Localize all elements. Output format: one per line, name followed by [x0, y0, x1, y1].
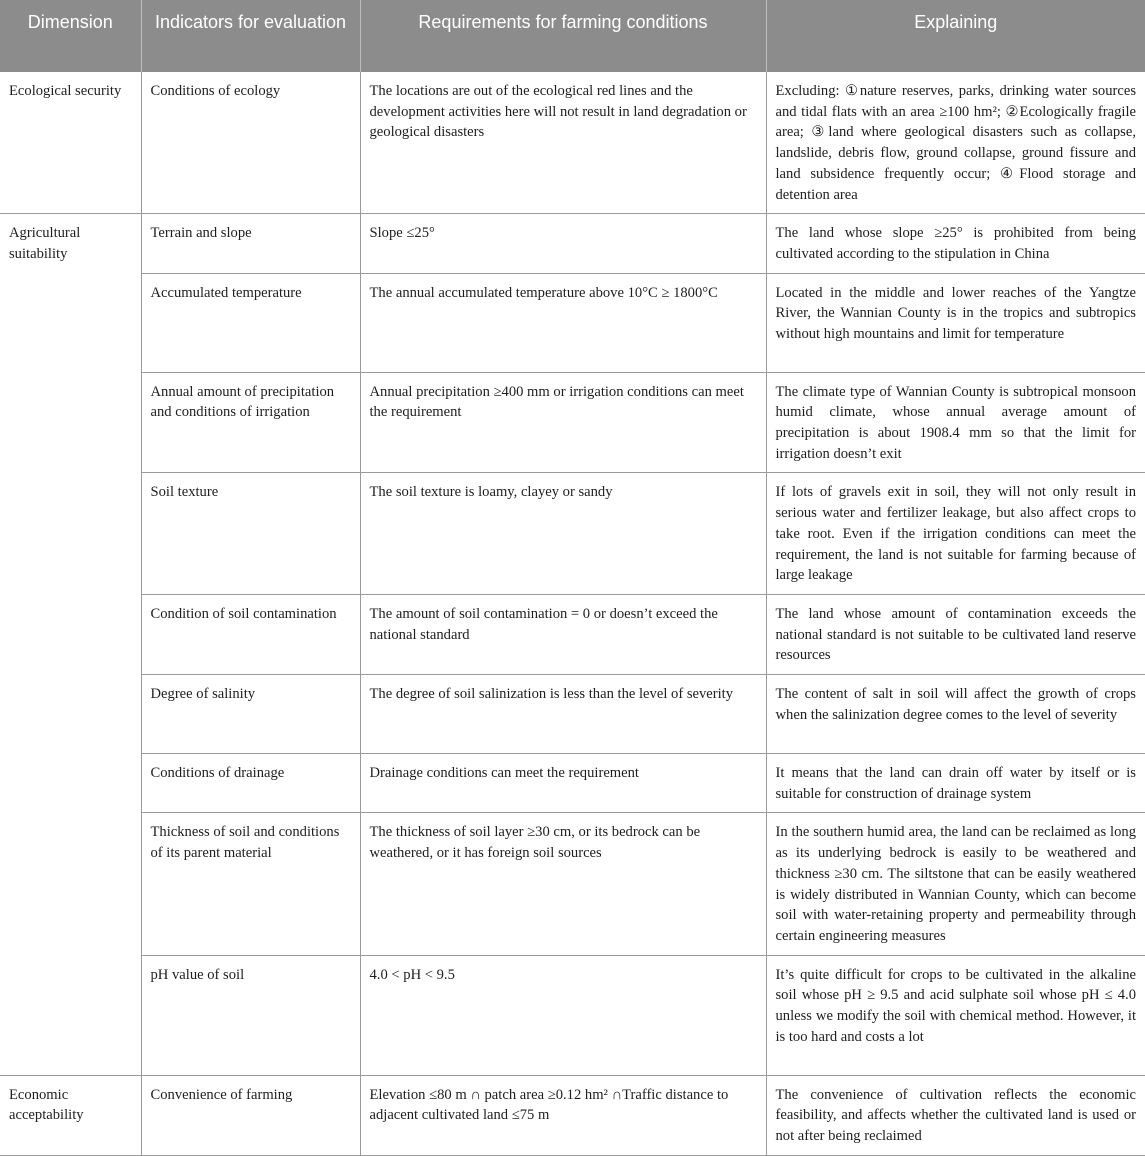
table-row	[0, 72, 1145, 214]
dimension-cell: Economic acceptability	[0, 1075, 141, 1155]
table-body	[0, 72, 1145, 1155]
explaining-cell: In the southern humid area, the land can be reclaimed as long as its underlying bedrock is easily to be weathered and thickness ≥30 cm. The siltstone that can be easily weathered is widely distributed in Wannian County, which can become soil with water-retaining property and permeability through certain engineering measures	[766, 813, 1145, 955]
requirement-cell: The degree of soil salinization is less than the level of severity	[360, 675, 766, 754]
table-row	[0, 473, 1145, 595]
header-requirements	[360, 0, 766, 72]
requirement-cell: The thickness of soil layer ≥30 cm, or its bedrock can be weathered, or it has foreign soil sources	[360, 813, 766, 955]
requirement-cell: 4.0 < pH < 9.5	[360, 955, 766, 1075]
table-row	[0, 955, 1145, 1075]
explaining-cell: The land whose slope ≥25° is prohibited from being cultivated according to the stipulation in China	[766, 214, 1145, 273]
header-requirements-label: Requirements for farming conditions	[418, 12, 708, 32]
requirement-cell: The amount of soil contamination = 0 or doesn’t exceed the national standard	[360, 594, 766, 674]
indicator-cell: Conditions of drainage	[141, 754, 360, 813]
indicator-cell: Thickness of soil and conditions of its parent material	[141, 813, 360, 955]
requirement-cell: The soil texture is loamy, clayey or sandy	[360, 473, 766, 595]
explaining-cell: The climate type of Wannian County is subtropical monsoon humid climate, whose annual average amount of precipitation is about 1908.4 mm so that the limit for irrigation doesn’t exit	[766, 372, 1145, 473]
indicator-cell: Annual amount of precipitation and conditions of irrigation	[141, 372, 360, 473]
header-row	[0, 0, 1145, 72]
requirement-cell: Slope ≤25°	[360, 214, 766, 273]
indicator-cell: Soil texture	[141, 473, 360, 595]
indicator-cell: Degree of salinity	[141, 675, 360, 754]
header-indicators	[141, 0, 360, 72]
table-row	[0, 372, 1145, 473]
indicator-cell: Conditions of ecology	[141, 72, 360, 214]
table-row	[0, 813, 1145, 955]
explaining-cell: It’s quite difficult for crops to be cultivated in the alkaline soil whose pH ≥ 9.5 and acid sulphate soil whose pH ≤ 4.0 unless we modify the soil with chemical method. However, it is too hard and costs a lot	[766, 955, 1145, 1075]
explaining-cell: The content of salt in soil will affect the growth of crops when the salinization degree comes to the level of severity	[766, 675, 1145, 754]
table-row	[0, 1075, 1145, 1155]
requirement-cell: The annual accumulated temperature above 10°C ≥ 1800°C	[360, 273, 766, 372]
table-row	[0, 675, 1145, 754]
header-explaining	[766, 0, 1145, 72]
indicator-cell: Convenience of farming	[141, 1075, 360, 1155]
indicator-cell: Condition of soil contamination	[141, 594, 360, 674]
table-header	[0, 0, 1145, 72]
dimension-cell: Agricultural suitability	[0, 214, 141, 1075]
table-row	[0, 754, 1145, 813]
header-indicators-label: Indicators for evaluation	[154, 12, 347, 32]
table-row	[0, 273, 1145, 372]
explaining-cell: Excluding: ①nature reserves, parks, drinking water sources and tidal flats with an area ≥100 hm²; ②Ecologically fragile area; ③land where geological disasters such as collapse, landslide, debris flow, ground collapse, ground fissure and land subsidence frequently occur; ④Flood storage and detention area	[766, 72, 1145, 214]
table-row	[0, 594, 1145, 674]
indicator-cell: pH value of soil	[141, 955, 360, 1075]
requirement-cell: Elevation ≤80 m ∩ patch area ≥0.12 hm² ∩Traffic distance to adjacent cultivated land ≤75 m	[360, 1075, 766, 1155]
explaining-cell: If lots of gravels exit in soil, they will not only result in serious water and fertilizer leakage, but also affect crops to take root. Even if the irrigation conditions can meet the requirement, the land is not suitable for farming because of large leakage	[766, 473, 1145, 595]
requirement-cell: Drainage conditions can meet the requirement	[360, 754, 766, 813]
explaining-cell: Located in the middle and lower reaches of the Yangtze River, the Wannian County is in the tropics and subtropics without high mountains and limit for temperature	[766, 273, 1145, 372]
indicator-cell: Accumulated temperature	[141, 273, 360, 372]
explaining-cell: The land whose amount of contamination exceeds the national standard is not suitable to be cultivated land reserve resources	[766, 594, 1145, 674]
header-dimension-label: Dimension	[27, 12, 113, 32]
explaining-cell: It means that the land can drain off water by itself or is suitable for construction of drainage system	[766, 754, 1145, 813]
requirement-cell: The locations are out of the ecological red lines and the development activities here will not result in land degradation or geological disasters	[360, 72, 766, 214]
header-explaining-label: Explaining	[914, 12, 998, 32]
dimension-cell: Ecological security	[0, 72, 141, 214]
table-row	[0, 214, 1145, 273]
requirement-cell: Annual precipitation ≥400 mm or irrigation conditions can meet the requirement	[360, 372, 766, 473]
explaining-cell: The convenience of cultivation reflects the economic feasibility, and affects whether the cultivated land is used or not after being reclaimed	[766, 1075, 1145, 1155]
header-dimension	[0, 0, 141, 72]
indicator-cell: Terrain and slope	[141, 214, 360, 273]
